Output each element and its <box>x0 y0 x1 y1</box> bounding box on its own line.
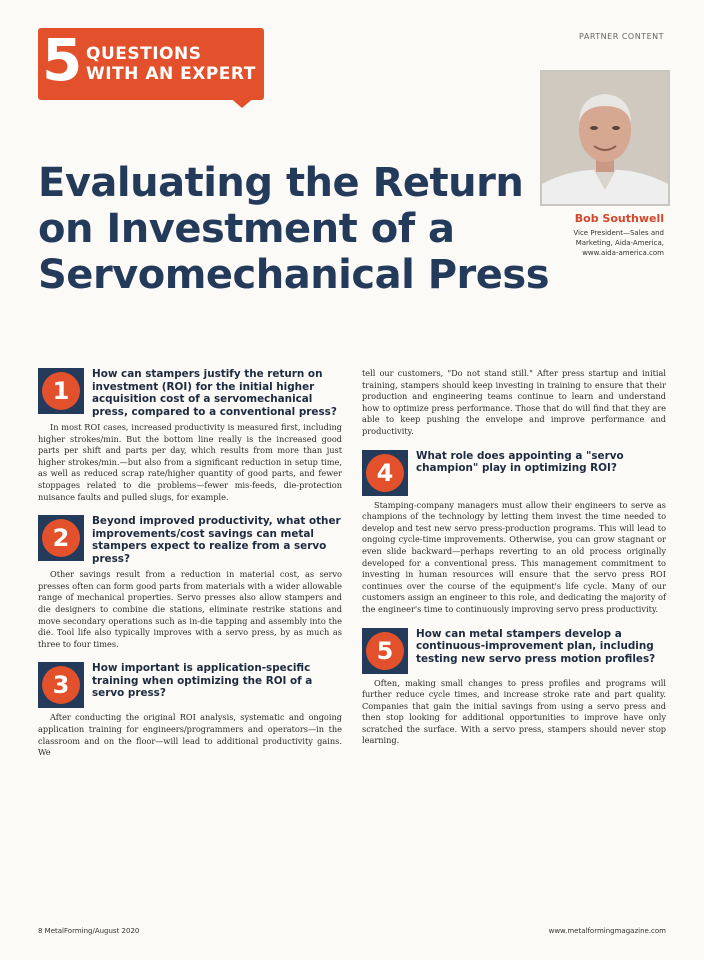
question-number: 2 <box>42 519 80 557</box>
banner-line-1: QUESTIONS <box>86 44 202 64</box>
banner-line-2: WITH AN EXPERT <box>86 64 256 84</box>
question-number: 4 <box>366 454 404 492</box>
author-role-line: Marketing, Aida-America, <box>575 239 664 247</box>
answer-4: Stamping-company managers must allow their engineers to serve as champions of the technology by letting them invest the time needed to develop and test new servo press-production programs. This will lead to ongoing cycle-time improvements. Otherwise, you can grow stagnant or even slide backward—perhaps reverting to an old process originally developed for a conventional press. This management commitment to investing in human resources will ensure that the servo press ROI continues over the course of the equipment's life cycle. Many of our customers assign an engineer to this role, and dedicating the majority of the engineer's time to continuously improving servo press productivity. <box>362 499 666 614</box>
question-number-badge <box>38 662 84 708</box>
author-website: www.aida-america.com <box>582 249 664 257</box>
title-line: on Investment of a <box>38 206 455 252</box>
author-photo <box>540 70 670 206</box>
question-text: How can stampers justify the return on investment (ROI) for the initial higher acquisition cost of a servomechanical press, compared to a conventional press? <box>92 368 337 418</box>
question-3 <box>38 662 342 708</box>
question-number-badge <box>362 628 408 674</box>
question-1 <box>38 368 342 418</box>
question-2 <box>38 515 342 565</box>
question-text: How can metal stampers develop a continuous-improvement plan, including testing new servo press motion profiles? <box>416 627 656 665</box>
answer-5: Often, making small changes to press profiles and programs will further reduce cycle times, and increase stroke rate and part quality. Companies that gain the initial savings from using a servo press and then stop looking for additional opportunities to improve have only scratched the surface. With a servo press, stampers should never stop learning. <box>362 677 666 746</box>
author-role <box>538 228 664 258</box>
question-number-badge <box>362 450 408 496</box>
question-number: 1 <box>42 372 80 410</box>
question-text: How important is application-specific training when optimizing the ROI of a servo press? <box>92 662 313 700</box>
partner-content-label: PARTNER CONTENT <box>579 32 664 41</box>
answer-3-continued: tell our customers, "Do not stand still." After press startup and initial training, stampers should keep investing in training to ensure that their production and engineering teams continue to learn and understand how to optimize press performance. Those that do will find that they are able to keep pushing the envelope and improve performance and productivity. <box>362 368 666 436</box>
question-5 <box>362 628 666 674</box>
footer-website: www.metalformingmagazine.com <box>548 927 666 935</box>
question-number-badge <box>38 515 84 561</box>
title-line: Servomechanical Press <box>38 252 550 298</box>
right-column <box>362 368 666 759</box>
author-role-line: Vice President—Sales and <box>573 229 664 237</box>
answer-2: Other savings result from a reduction in material cost, as servo presses often can form good parts from materials with a wider allowable range of mechanical properties. Servo presses also allow stampers and die designers to combine die stations, eliminate restrike stations and move secondary operations such as in-die tapping and assembly into the die. Tool life also typically improves with a servo press, by as much as three to four times. <box>38 569 342 649</box>
title-line: Evaluating the Return <box>38 160 524 206</box>
article-title <box>38 160 550 298</box>
footer-page-info: 8 MetalForming/August 2020 <box>38 927 140 935</box>
banner-tail <box>228 96 256 108</box>
question-text: What role does appointing a "servo champion" play in optimizing ROI? <box>416 449 624 475</box>
question-number-badge <box>38 368 84 414</box>
author-name: Bob Southwell <box>574 212 664 225</box>
question-number: 5 <box>366 632 404 670</box>
question-text: Beyond improved productivity, what other improvements/cost savings can metal stampers expect to realize from a servo press? <box>92 515 341 565</box>
question-4 <box>362 450 666 496</box>
banner-number: 5 <box>42 26 83 94</box>
answer-3: After conducting the original ROI analysis, systematic and ongoing application training for engineers/programmers and operators—in the classroom and on the floor—will lead to additional productivity gains. We <box>38 712 342 758</box>
answer-1: In most ROI cases, increased productivity is measured first, including higher strokes/min. But the bottom line really is the increased good parts per shift and parts per day, which results from more than just higher strokes/min.—but also from a significant reduction in setup time, as well as reduced scrap rate/higher quantity of good parts, and fewer stoppages related to die problems—fewer mis-feeds, die-protection nuisance faults and pulled slugs, for example. <box>38 422 342 502</box>
left-column <box>38 368 342 771</box>
question-number: 3 <box>42 666 80 704</box>
